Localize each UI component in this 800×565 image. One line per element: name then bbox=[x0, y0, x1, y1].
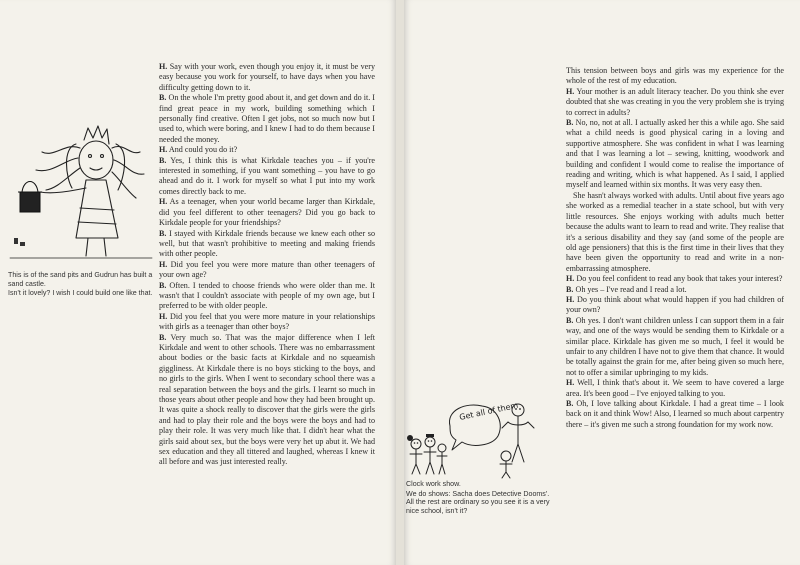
interview-paragraph bbox=[566, 87, 784, 118]
speaker-label: H. bbox=[159, 62, 168, 71]
speaker-label: H. bbox=[566, 274, 575, 284]
interview-paragraph bbox=[566, 295, 784, 316]
paragraph-text: Oh yes – I've read and I read a lot. bbox=[575, 284, 687, 294]
paragraph-text: She hasn't always worked with adults. Until about five years ago she worked as a remedial teacher in a state school, but with very little resources. She enjoys working with adults much better because the adults want to learn to read and write. They realise that it's a serious disability and they say (and some of the people are old age pensioners) that this is the first time in their lives that they have been given the opportunity to read and write in a non-embarrassing atmosphere. bbox=[566, 190, 784, 273]
paragraph-text: As a teenager, when your world became larger than Kirkdale, did you feel different to other teenagers? Did you go back to Kirkdale people for your friendships? bbox=[159, 197, 376, 228]
sand-castle-drawing bbox=[6, 118, 156, 263]
speaker-label: H. bbox=[159, 311, 168, 321]
paragraph-text: Very much so. That was the major difference when I left Kirkdale and went to other schools. There was no embarrassment about bodies or the basic facts at Kirkdale and no squeamish giggliness. At Kirkdale there is no boys sticking to the boys, and no girls to the girls. When I went to secondary school there was a real separation between the boys and the girls. I learnt so much in those years about other people and how they had been brought up. It was quite a shock really to discover that the girls were the girls and had to play their role and the boys were the boys and had to play their role. It was very much like that. I didn't hear what the girls said about sex, but the boys were very het up abut it. We had sex education and they all tittered and laughed, whereas I knew it all before and was just interested really. bbox=[159, 332, 375, 467]
speaker-label: H. bbox=[566, 86, 575, 96]
right-caption-line-2: We do shows: Sacha does Detective Dooms'. All the rest are ordinary so you see it is a very nice school, isn't it? bbox=[406, 489, 550, 515]
left-caption-line-1: This is of the sand pits and Gudrun has built a sand castle. bbox=[8, 271, 153, 288]
paragraph-text: Do you think about what would happen if you had children of your own? bbox=[566, 294, 784, 315]
paragraph-text: Did you feel that you were more mature in your relationships with girls as a teenager than other boys? bbox=[159, 311, 375, 332]
speaker-label: B. bbox=[159, 155, 167, 165]
paragraph-text: Yes, I think this is what Kirkdale teaches you – if you're interested in something, if you want something – you have to go ahead and do it. I work for myself so what I put into my work comes directly back to me. bbox=[159, 155, 375, 196]
interview-paragraph bbox=[159, 93, 375, 145]
speaker-label: B. bbox=[566, 315, 574, 325]
interview-paragraph bbox=[159, 156, 375, 198]
speaker-label: H. bbox=[566, 294, 575, 304]
speaker-label: B. bbox=[566, 399, 574, 408]
speaker-label: B. bbox=[566, 118, 574, 128]
left-interview-column bbox=[159, 62, 375, 468]
interview-paragraph bbox=[159, 333, 375, 468]
paragraph-text: I stayed with Kirkdale friends because we knew each other so well, but that wasn't prohibitive to meeting and making friends with other people. bbox=[159, 228, 375, 259]
paragraph-text: Often. I tended to choose friends who were older than me. It wasn't that I couldn't associate with people of my own age, but I preferred to be with older people. bbox=[159, 280, 375, 311]
interview-paragraph bbox=[159, 145, 375, 155]
paragraph-text: Your mother is an adult literacy teacher. Do you think she ever doubted that she was creating in you the very problem she is trying to correct in adults? bbox=[566, 86, 784, 117]
paragraph-text: Oh, I love talking about Kirkdale. I had a great time – I look back on it and think Wow! Also, I learned so much about carpentry there – it's given me such a strong foundation for my work now. bbox=[566, 399, 784, 429]
speaker-label: B. bbox=[159, 280, 167, 290]
speaker-label: B. bbox=[159, 228, 167, 238]
interview-paragraph bbox=[159, 62, 375, 93]
left-caption bbox=[8, 271, 158, 299]
right-caption bbox=[406, 480, 556, 516]
paragraph-text: Say with your work, even though you enjoy it, it must be very easy because you work for yourself, to have days when you have difficulty getting down to it. bbox=[159, 62, 375, 92]
interview-paragraph bbox=[159, 229, 375, 260]
interview-paragraph bbox=[566, 378, 784, 399]
paragraph-text: Oh yes. I don't want children unless I can support them in a fair way, and one of the ways would be sending them to Kirkdale or a similar place. Kirkdale has given me so much, I feel it would be unfair to any children I have not to give them that chance. It would be totally against the grain for me, after being given so much here, not to offer a similar upbringing to my kids. bbox=[566, 315, 784, 377]
interview-paragraph bbox=[159, 260, 375, 281]
speaker-label: H. bbox=[566, 378, 575, 388]
interview-paragraph bbox=[566, 399, 784, 430]
paragraph-text: Did you feel you were more mature than other teenagers of your own age? bbox=[159, 259, 375, 280]
paragraph-text: No, no, not at all. I actually asked her this a while ago. She said what a child needs is good physical caring in a loving and supportive atmosphere. She was confident in what I was learning and that I was learning a lot – sewing, knitting, woodwork and building and confident I would come to realise the importance of reading and writing, which is what happened. As I said, I applied myself and learned within six months. It was very easy then. bbox=[566, 118, 784, 190]
interview-paragraph bbox=[566, 118, 784, 191]
clockwork-show-drawing bbox=[406, 392, 558, 480]
interview-paragraph bbox=[566, 66, 784, 87]
interview-paragraph bbox=[566, 274, 784, 284]
interview-paragraph bbox=[566, 191, 784, 274]
right-caption-line-1: Clock work show. bbox=[406, 480, 461, 488]
interview-paragraph bbox=[159, 197, 375, 228]
speaker-label: H. bbox=[159, 197, 168, 207]
paragraph-text: Well, I think that's about it. We seem to have covered a large area. It's been good – I've enjoyed talking to you. bbox=[566, 378, 784, 398]
paragraph-text: And could you do it? bbox=[168, 145, 238, 155]
paragraph-text: Do you feel confident to read any book that takes your interest? bbox=[576, 274, 783, 284]
interview-paragraph bbox=[566, 316, 784, 378]
speaker-label: B. bbox=[566, 284, 574, 294]
left-caption-line-2: Isn't it lovely? I wish I could build one like that. bbox=[8, 289, 153, 298]
interview-paragraph bbox=[566, 285, 784, 295]
interview-paragraph bbox=[159, 312, 375, 333]
right-interview-column bbox=[566, 66, 784, 430]
speech-bubble-text: Get all of them bbox=[458, 400, 519, 422]
interview-paragraph bbox=[159, 281, 375, 312]
speaker-label: H. bbox=[159, 145, 168, 155]
paragraph-text: This tension between boys and girls was my experience for the whole of the rest of my education. bbox=[566, 66, 784, 86]
page-gutter bbox=[396, 0, 404, 565]
paragraph-text: On the whole I'm pretty good about it, and get down and do it. I find great peace in my work, building something which I personally find creative. Often I get jobs, not so much now but I used to, which were boring, and I knew I had to do them because I needed the money. bbox=[159, 93, 375, 144]
speaker-label: B. bbox=[159, 93, 167, 103]
speaker-label: B. bbox=[159, 332, 167, 342]
speaker-label: H. bbox=[159, 259, 168, 269]
